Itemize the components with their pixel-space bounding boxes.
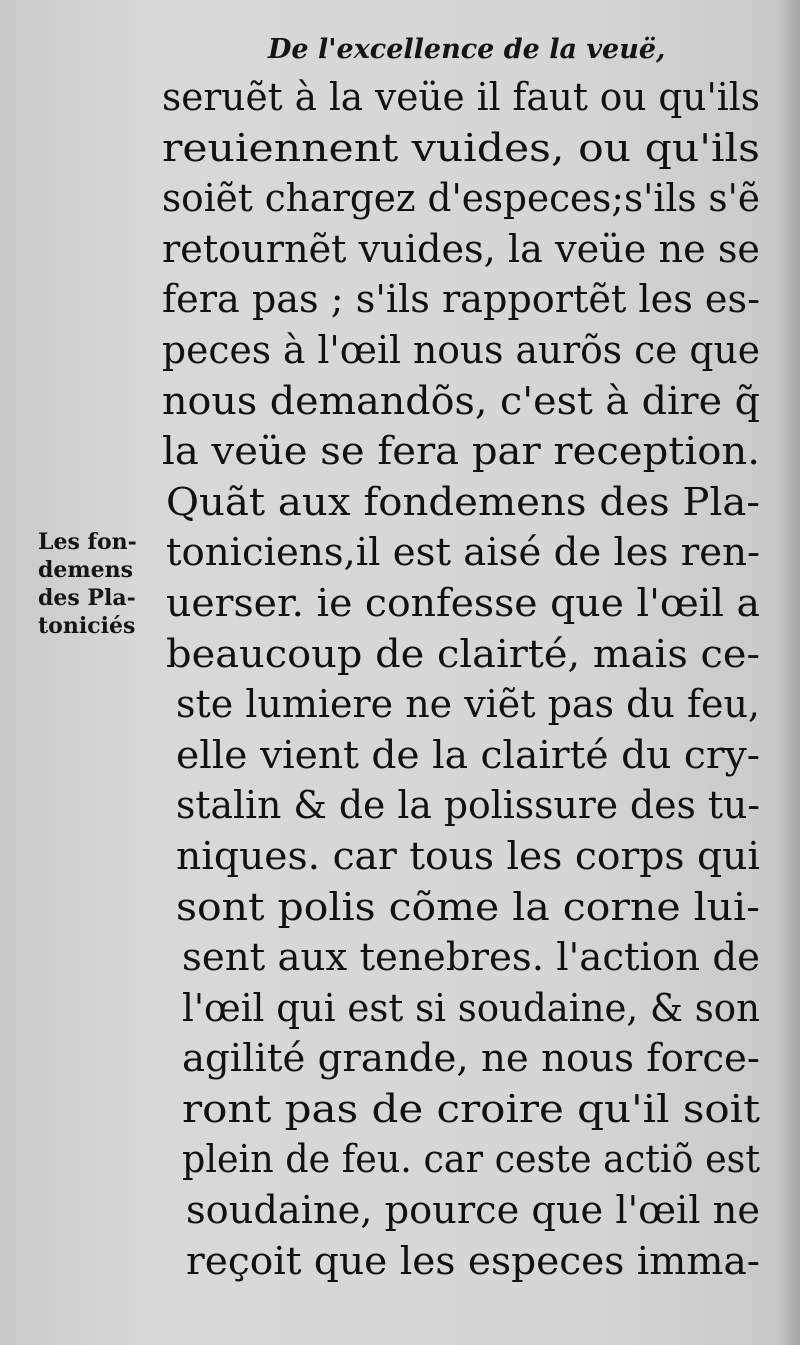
text-line: Quãt aux fondemens des Pla- <box>166 479 760 524</box>
text-line: reçoit que les especes imma- <box>186 1238 760 1283</box>
text-line: uerser. ie confesse que l'œil a <box>166 580 760 625</box>
text-line: stalin & de la polissure des tu- <box>176 783 760 828</box>
margin-note-line: Les fon- <box>38 529 137 555</box>
margin-note-line: des Pla- <box>38 585 136 611</box>
text-line: elle vient de la clairté du cry- <box>176 732 760 777</box>
text-line: toniciens,il est aisé de les ren- <box>166 530 760 575</box>
text-line: beaucoup de clairté, mais ce- <box>166 631 760 676</box>
text-line: agilité grande, ne nous force- <box>182 1036 760 1081</box>
text-line: soudaine, pource que l'œil ne <box>186 1188 760 1233</box>
text-line: peces à l'œil nous aurõs ce que <box>162 327 760 372</box>
margin-note-line: demens <box>38 557 134 583</box>
margin-note <box>38 528 137 640</box>
text-line: soiẽt chargez d'especes;s'ils s'ẽ <box>162 176 760 221</box>
text-line: sent aux tenebres. l'action de <box>182 935 760 980</box>
body-text <box>162 72 762 1286</box>
text-line: reuiennent vuides, ou qu'ils <box>162 125 760 170</box>
text-line: ront pas de croire qu'il soit <box>182 1086 760 1131</box>
text-line: la veüe se fera par reception. <box>162 429 760 474</box>
text-line: nous demandõs, c'est à dire q̃ <box>162 378 760 423</box>
margin-note-line: toniciés <box>38 613 136 639</box>
text-line: fera pas ; s'ils rapportẽt les es- <box>162 277 760 322</box>
text-line: retournẽt vuides, la veüe ne se <box>162 226 760 271</box>
text-line: l'œil qui est si soudaine, & son <box>182 985 760 1030</box>
text-line: sont polis cõme la corne lui- <box>176 884 760 929</box>
text-line: seruẽt à la veüe il faut ou qu'ils <box>162 75 760 119</box>
running-head: De l'excellence de la veuë, <box>268 34 666 65</box>
text-line: niques. car tous les corps qui <box>176 833 760 878</box>
text-line: plein de feu. car ceste actiõ est <box>182 1137 760 1182</box>
text-line: ste lumiere ne viẽt pas du feu, <box>176 682 760 727</box>
